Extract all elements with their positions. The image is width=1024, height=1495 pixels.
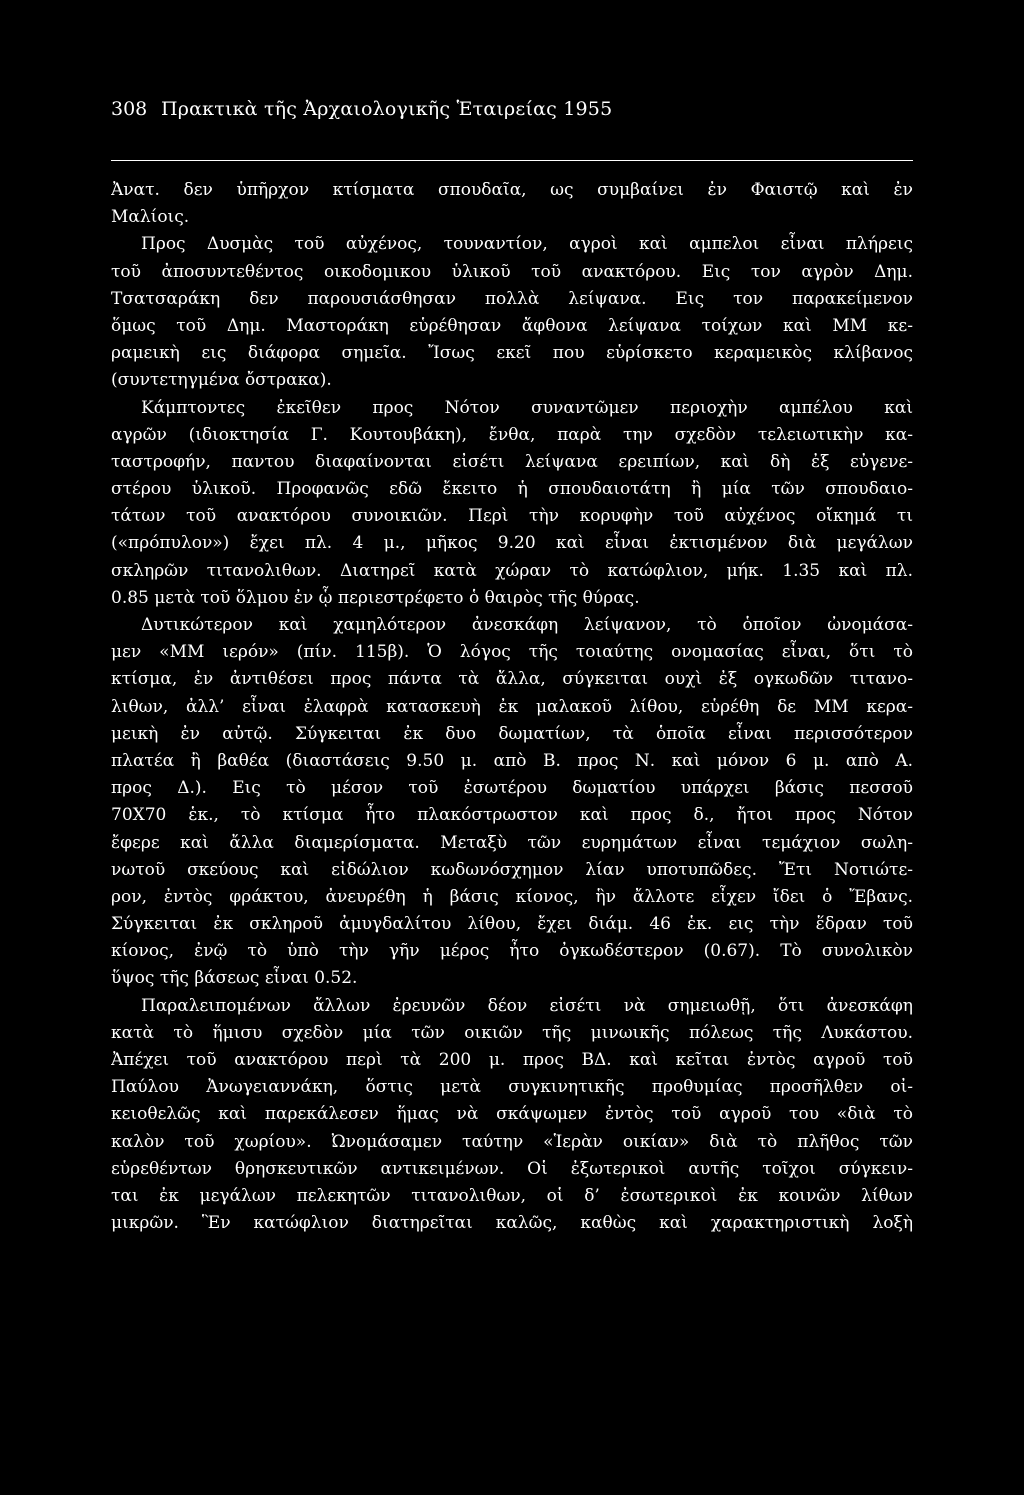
body-text <box>111 177 913 1237</box>
text-line: Κάμπτοντες ἐκεῖθεν προς Νότον συναντῶμεν περιοχὴν αμπέλου καὶ <box>141 397 913 418</box>
text-line: κτίσμα, ἐν ἀντιθέσει προς πάντα τὰ ἄλλα, σύγκειται ουχὶ ἐξ ογκωδῶν τιτανο- <box>111 669 913 690</box>
text-line: ταστροφήν, παντου διαφαίνονται εἰσέτι λείψανα ερειπίων, καὶ δὴ ἐξ εὐγενε- <box>111 451 913 472</box>
document-page <box>111 98 913 1234</box>
text-line: Ἀνατ. δεν ὑπῆρχον κτίσματα σπουδαῖα, ως συμβαίνει ἐν Φαιστῷ καὶ ἐν <box>111 180 913 200</box>
text-line: ραμεικὴ εις διάφορα σημεῖα. Ἴσως εκεῖ που εὑρίσκετο κεραμεικὸς κλίβανος <box>111 343 913 364</box>
text-line: ται ἐκ μεγάλων πελεκητῶν τιτανολιθων, οἱ δ’ ἐσωτερικοὶ ἐκ κοινῶν λίθων <box>111 1185 913 1206</box>
text-line: ἔφερε καὶ ἄλλα διαμερίσματα. Μεταξὺ τῶν ευρημάτων εἶναι τεμάχιον σωλη- <box>111 832 913 853</box>
page-number: 308 <box>111 98 148 120</box>
text-line: τοῦ ἀποσυντεθέντος οικοδομικου ὑλικοῦ τοῦ ανακτόρου. Εις τον αγρὸν Δημ. <box>111 261 913 282</box>
text-line: καλὸν τοῦ χωρίου». Ὠνομάσαμεν ταύτην «Ἱερὰν οικίαν» διὰ τὸ πλῆθος τῶν <box>111 1131 913 1152</box>
text-line: Προς Δυσμὰς τοῦ αὐχένος, τουναντίον, αγροὶ καὶ αμπελοι εἶναι πλήρεις <box>141 234 913 255</box>
text-line: σκληρῶν τιτανολιθων. Διατηρεῖ κατὰ χώραν τὸ κατώφλιον, μήκ. 1.35 καὶ πλ. <box>111 560 913 581</box>
text-line: Σύγκειται ἐκ σκληροῦ ἀμυγδαλίτου λίθου, ἔχει διάμ. 46 ἑκ. εις τὴν ἕδραν τοῦ <box>111 914 913 935</box>
text-line: εὑρεθέντων θρησκευτικῶν αντικειμένων. Οἱ ἐξωτερικοὶ αυτῆς τοῖχοι σύγκειν- <box>111 1158 913 1179</box>
text-line: στέρου ὑλικοῦ. Προφανῶς εδῶ ἔκειτο ἡ σπουδαιοτάτη ἢ μία τῶν σπουδαιο- <box>111 479 913 500</box>
text-line: ὅμως τοῦ Δημ. Μαστοράκη εὑρέθησαν ἄφθονα λείψανα τοίχων καὶ ΜΜ κε- <box>111 315 913 336</box>
text-line: τάτων τοῦ ανακτόρου συνοικιῶν. Περὶ τὴν κορυφὴν τοῦ αὐχένος οἴκημά τι <box>111 506 913 527</box>
text-line: αγρῶν (ιδιοκτησία Γ. Κουτουβάκη), ἔνθα, παρὰ την σχεδὸν τελειωτικὴν κα- <box>111 424 913 445</box>
text-line: Παραλειπομένων ἄλλων ἐρευνῶν δέον εἰσέτι νὰ σημειωθῇ, ὅτι ἀνεσκάφη <box>141 995 913 1016</box>
text-line: Τσατσαράκη δεν παρουσιάσθησαν πολλὰ λείψανα. Εις τον παρακείμενον <box>111 288 913 309</box>
text-line: 70Χ70 ἑκ., τὸ κτίσμα ἦτο πλακόστρωστον καὶ προς δ., ἤτοι προς Νότον <box>111 805 913 826</box>
text-line: νωτοῦ σκεύους καὶ εἰδώλιον κωδωνόσχημον λίαν υποτυπῶδες. Ἔτι Νοτιώτε- <box>111 859 913 880</box>
text-line: (συντετηγμένα ὄστρακα). <box>111 370 332 391</box>
text-line: ὕψος τῆς βάσεως εἶναι 0.52. <box>111 968 358 989</box>
text-line: Μαλίοις. <box>111 207 190 228</box>
text-line: Ἀπέχει τοῦ ανακτόρου περὶ τὰ 200 μ. προς ΒΔ. καὶ κεῖται ἐντὸς αγροῦ τοῦ <box>111 1050 913 1070</box>
text-line: κειοθελῶς καὶ παρεκάλεσεν ἥμας νὰ σκάψωμεν ἐντὸς τοῦ αγροῦ του «διὰ τὸ <box>111 1104 913 1125</box>
text-line: Παύλου Ἀνωγειαννάκη, ὅστις μετὰ συγκινητικῆς προθυμίας προσῆλθεν οἰ- <box>111 1077 913 1098</box>
running-header <box>111 98 913 128</box>
text-line: προς Δ.). Εις τὸ μέσον τοῦ ἐσωτέρου δωματίου υπάρχει βάσις πεσσοῦ <box>111 778 913 799</box>
text-line: λιθων, ἀλλ’ εἶναι ἐλαφρὰ κατασκευὴ ἐκ μαλακοῦ λίθου, εὑρέθη δε ΜΜ κερα- <box>111 696 913 717</box>
text-line: μεν «ΜΜ ιερόν» (πίν. 115β). Ὁ λόγος τῆς τοιαύτης ονομασίας εἶναι, ὅτι τὸ <box>111 642 913 663</box>
text-line: κατὰ τὸ ἥμισυ σχεδὸν μία τῶν οικιῶν τῆς μινωικῆς πόλεως τῆς Λυκάστου. <box>111 1022 913 1043</box>
header-rule <box>111 160 913 161</box>
text-line: πλατέα ἢ βαθέα (διαστάσεις 9.50 μ. απὸ Β. προς Ν. καὶ μόνον 6 μ. απὸ Α. <box>111 750 913 771</box>
text-line: 0.85 μετὰ τοῦ ὅλμου ἐν ᾧ περιεστρέφετο ὁ θαιρὸς τῆς θύρας. <box>111 587 640 608</box>
text-line: κίονος, ἐνῷ τὸ ὑπὸ τὴν γῆν μέρος ἦτο ὀγκωδέστερον (0.67). Τὸ συνολικὸν <box>111 941 913 962</box>
text-line: ρον, ἐντὸς φράκτου, ἀνευρέθη ἡ βάσις κίονος, ἣν ἄλλοτε εἶχεν ἴδει ὁ Ἔβανς. <box>111 886 913 907</box>
text-line: («πρόπυλον») ἔχει πλ. 4 μ., μῆκος 9.20 καὶ εἶναι ἐκτισμένον διὰ μεγάλων <box>111 533 913 554</box>
text-line: Δυτικώτερον καὶ χαμηλότερον ἀνεσκάφη λείψανον, τὸ ὁποῖον ὠνομάσα- <box>141 615 913 635</box>
text-line: μικρῶν. Ἓν κατώφλιον διατηρεῖται καλῶς, καθὼς καὶ χαρακτηριστικὴ λοξὴ <box>111 1213 913 1234</box>
text-line: μεικὴ ἐν αὐτῷ. Σύγκειται ἐκ δυο δωματίων, τὰ ὁποῖα εἶναι περισσότερον <box>111 723 913 744</box>
journal-title: Πρακτικὰ τῆς Ἀρχαιολογικῆς Ἑταιρείας 1955 <box>161 98 613 120</box>
